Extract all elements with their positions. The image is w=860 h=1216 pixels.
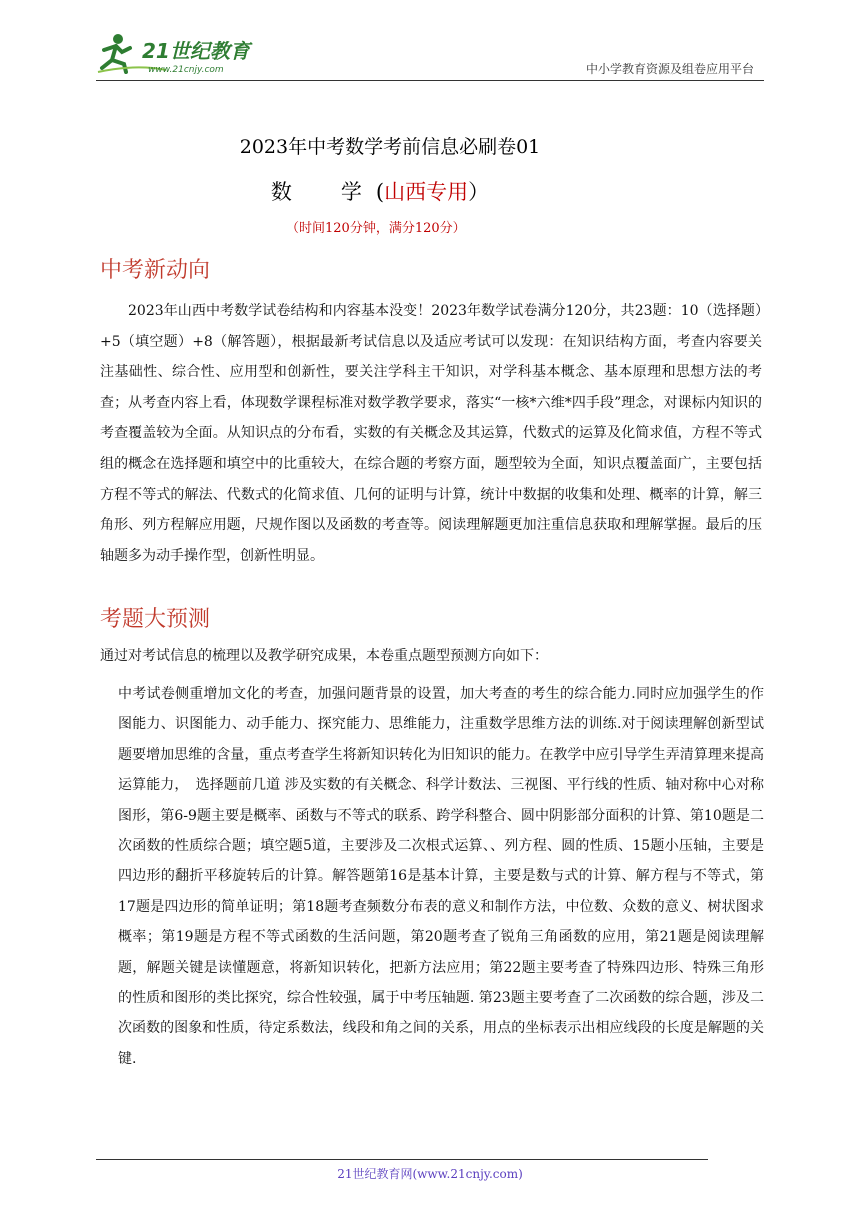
prediction-paragraph: 中考试卷侧重增加文化的考查，加强问题背景的设置，加大考查的考生的综合能力.同时应加强学生的作图能力、识图能力、动手能力、探究能力、思维能力，注重数学思维方法的训练.对于阅读理解创新型试题要增加思维的含量，重点考查学生将新知识转化为旧知识的能力。在教学中应引导学生弄清算理来提高运算能力， 选择题前几道 涉及实数的有关概念、科学计数法、三视图、平行线的性质、轴对称中心对称图形，第6-9题主要是概率、函数与不等式的联系、跨学科整合、圆中阴影部分面积的计算、第10题是二次函数的性质综合题；填空题5道，主要涉及二次根式运算、、列方程、圆的性质、15题小压轴，主要是四边形的翻折平移旋转后的计算。解答题第16是基本计算，主要是数与式的计算、解方程与不等式，第17题是四边形的简单证明；第18题考查频数分布表的意义和制作方法，中位数、众数的意义、树状图求概率；第19题是方程不等式函数的生活问题，第20题考查了锐角三角函数的应用，第21题是阅读理解题，解题关键是读懂题意，将新知识转化，把新方法应用；第22题主要考查了特殊四边形、特殊三角形的性质和图形的类比探究，综合性较强，属于中考压轴题. 第23题主要考查了二次函数的综合题，涉及二次函数的图象和性质，待定系数法，线段和角之间的关系，用点的坐标表示出相应线段的长度是解题的关键. [118,686,764,1067]
time-info: （时间120分钟，满分120分） [286,221,466,236]
footer-divider [96,1159,708,1160]
runner-logo-icon [96,30,256,76]
platform-label: 中小学教育资源及组卷应用平台 [585,62,754,76]
logo-text: 21世纪教育 [142,39,250,63]
header-divider [96,80,764,81]
region-close: ） [468,180,490,204]
prediction-intro: 通过对考试信息的梳理以及教学研究成果，本卷重点题型预测方向如下： [100,648,548,664]
section-heading-prediction: 考题大预测 [100,607,211,632]
section-heading-trends: 中考新动向 [100,258,211,283]
footer-link[interactable]: 21世纪教育网(www.21cnjy.com) [337,1167,523,1181]
region-open: ( [375,180,385,204]
site-logo[interactable] [96,30,256,76]
logo-url: www.21cnjy.com [148,65,224,75]
paper-title: 2023年中考数学考前信息必刷卷01 [239,136,541,158]
region-label: 山西专用 [384,180,469,204]
trends-paragraph: 2023年山西中考数学试卷结构和内容基本没变！2023年数学试卷满分120分，共23题：10（选择题）+5（填空题）+8（解答题），根据最新考试信息以及适应考试可以发现：在知识结构方面，考查内容要关注基础性、综合性、应用型和创新性，要关注学科主干知识，对学科基本概念、基本原理和思想方法的考查；从考查内容上看，体现数学课程标准对数学教学要求，落实“一核*六维*四手段”理念，对课标内知识的考查覆盖较为全面。从知识点的分布看，实数的有关概念及其运算，代数式的运算及化简求值，方程不等式组的概念在选择题和填空中的比重较大，在综合题的考察方面，题型较为全面，知识点覆盖面广，主要包括方程不等式的解法、代数式的化简求值、几何的证明与计算，统计中数据的收集和处理、概率的计算，解三角形、列方程解应用题，尺规作图以及函数的考查等。阅读理解题更加注重信息获取和理解掌握。最后的压轴题多为动手操作型，创新性明显。 [100,303,762,564]
paper-subtitle [0,176,760,206]
subject-label: 数 学 [270,180,376,204]
